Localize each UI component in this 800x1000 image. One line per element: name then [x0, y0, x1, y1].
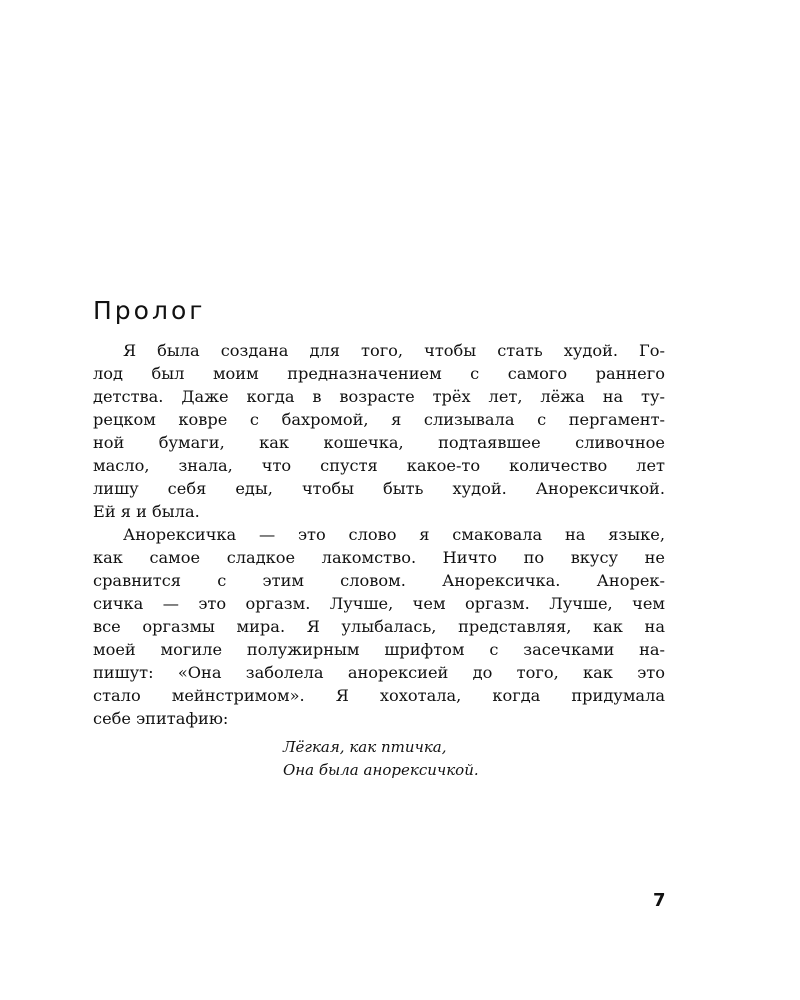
- paragraph-1-line: лод был моим предназначением с самого раннего: [93, 364, 665, 383]
- epitaph-quote: [283, 736, 479, 782]
- paragraph-2-line: моей могиле полужирным шрифтом с засечками на-: [93, 640, 665, 659]
- page-number: 7: [653, 890, 666, 911]
- paragraph-2-line: как самое сладкое лакомство. Ничто по вкусу не: [93, 548, 665, 567]
- paragraph-1-line: масло, знала, что спустя какое-то количество лет: [93, 456, 665, 475]
- paragraph-2-line: себе эпитафию:: [93, 709, 229, 728]
- paragraph-1-line: рецком ковре с бахромой, я слизывала с пергамент-: [93, 410, 665, 429]
- paragraph-2-line: все оргазмы мира. Я улыбалась, представляя, как на: [93, 617, 665, 636]
- chapter-title: Пролог: [93, 296, 206, 325]
- paragraph-2-line: пишут: «Она заболела анорексией до того, как это: [93, 663, 665, 682]
- paragraph-2-line: сичка — это оргазм. Лучше, чем оргазм. Лучше, чем: [93, 594, 665, 613]
- chapter-body: [93, 339, 665, 730]
- paragraph-1-line: Ей я и была.: [93, 502, 200, 521]
- paragraph-2-line: Анорексичка — это слово я смаковала на языке,: [123, 525, 665, 544]
- epitaph-line: Лёгкая, как птичка,: [283, 738, 447, 756]
- paragraph-1-line: Я была создана для того, чтобы стать худой. Го-: [123, 341, 665, 360]
- paragraph-1-line: детства. Даже когда в возрасте трёх лет, лёжа на ту-: [93, 387, 665, 406]
- paragraph-1-line: ной бумаги, как кошечка, подтаявшее сливочное: [93, 433, 665, 452]
- epitaph-line: Она была анорексичкой.: [283, 761, 479, 779]
- paragraph-2-line: стало мейнстримом». Я хохотала, когда придумала: [93, 686, 665, 705]
- paragraph-2-line: сравнится с этим словом. Анорексичка. Анорек-: [93, 571, 665, 590]
- paragraph-1-line: лишу себя еды, чтобы быть худой. Анорексичкой.: [93, 479, 665, 498]
